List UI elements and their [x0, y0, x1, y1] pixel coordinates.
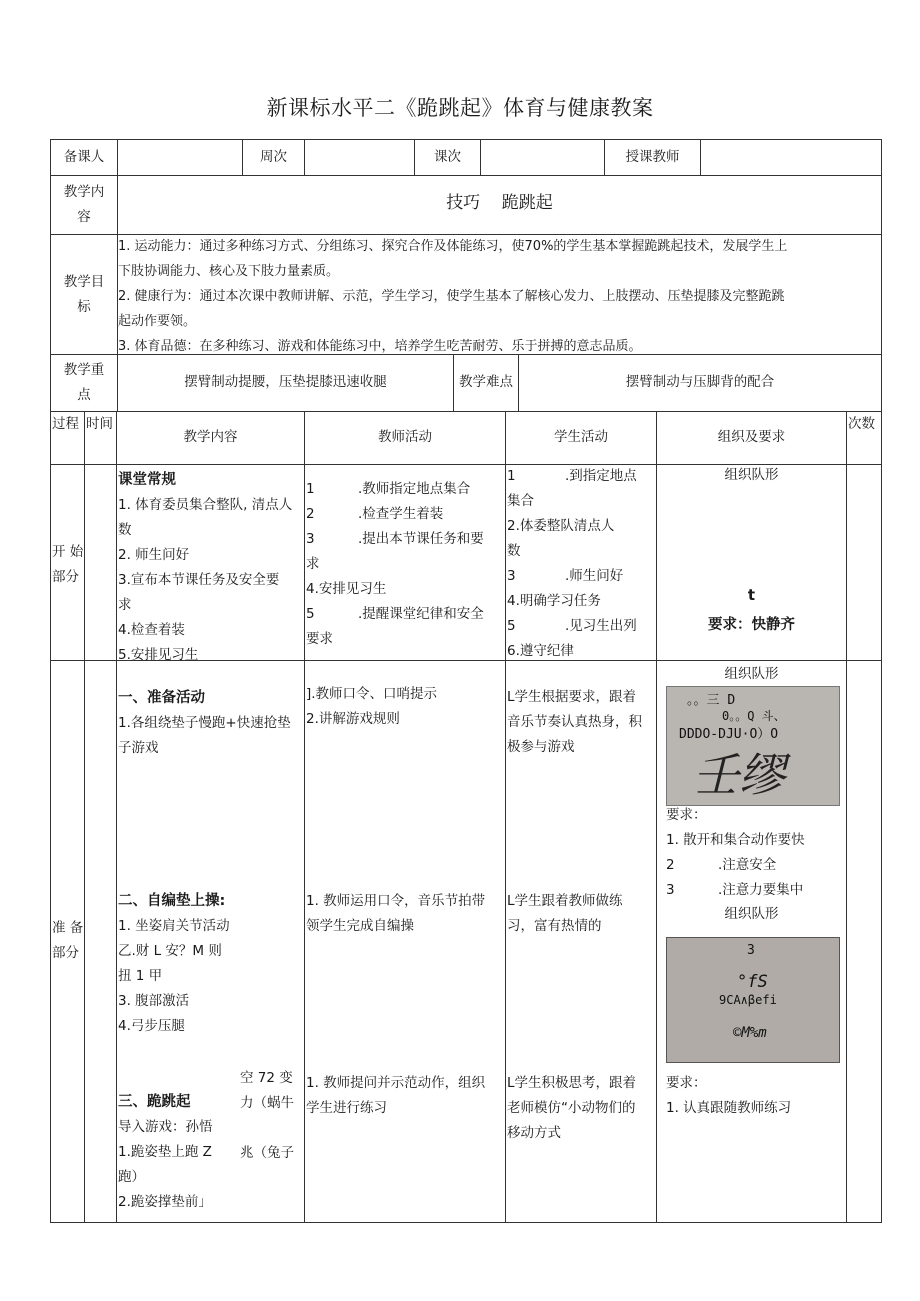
- lesson-label: 课次: [434, 149, 461, 165]
- week-label: 周次: [260, 149, 287, 165]
- document-title: 新课标水平二《跪跳起》体育与健康教案: [266, 96, 654, 120]
- warmup-heading: 一、准备活动: [118, 690, 205, 706]
- start-org-requirement: 要求：快静齐: [708, 617, 795, 633]
- goal-line: 1. 运动能力：通过多种练习方式、分组练习、探究合作及体能练习，使70%的学生基本掌握跪跳起技术，发展学生上: [118, 239, 788, 254]
- list-item: 3 .注意力要集中: [666, 882, 804, 898]
- col-content: 教学内容: [183, 429, 238, 445]
- list-item: 极参与游戏: [507, 739, 575, 755]
- list-item: 1.跪姿垫上跑 Z: [118, 1144, 212, 1160]
- formation-diagram-1: [666, 686, 840, 806]
- table-border: [304, 139, 305, 175]
- formation-text: ©M%m: [733, 1025, 767, 1041]
- formation-text: 。。三 D: [687, 693, 736, 708]
- list-item: 移动方式: [507, 1125, 561, 1141]
- table-border-top: [50, 139, 882, 140]
- list-item: 习，富有热情的: [507, 918, 602, 934]
- list-item: 5 .见习生出列: [507, 618, 637, 634]
- formation-text: DDDO-DJU·O）O: [679, 727, 779, 742]
- list-item: 1. 教师提问并示范动作，组织: [306, 1075, 486, 1091]
- prep-org-requirements-2: [666, 1071, 844, 1121]
- goal-line: 3. 体育品德：在多种练习、游戏和体能练习中，培养学生吃苦耐劳、乐于拼搏的意志品质。: [118, 339, 642, 354]
- list-item: 乙.财 L 安？M 则: [118, 943, 222, 959]
- prep-section-label: 准 备 部分: [52, 920, 84, 961]
- start-section-label: 开 始 部分: [52, 544, 84, 585]
- list-item: 学生进行练习: [306, 1100, 387, 1116]
- start-content: [118, 468, 303, 668]
- goal-line: 起动作要领。: [118, 314, 197, 329]
- formation-text: 9CA∧βefi: [719, 993, 777, 1007]
- list-item: 领学生完成自编操: [306, 918, 414, 934]
- list-item: L学生根据要求，跟着: [507, 689, 637, 705]
- list-item: 1 .教师指定地点集合: [306, 481, 471, 497]
- mat-exercise-heading: 二、自编垫上操:: [118, 893, 226, 909]
- table-border-bottom: [50, 1222, 882, 1223]
- formation-text: 0。。Q 斗、: [722, 709, 786, 723]
- start-org-mark: t: [747, 586, 756, 604]
- formation-glyph: 壬缪: [693, 748, 785, 802]
- kneel-jump-student: [507, 1071, 655, 1146]
- list-item: 4.明确学习任务: [507, 593, 601, 609]
- list-item: 求: [118, 597, 132, 613]
- list-item: 4.安排见习生: [306, 581, 387, 597]
- table-border: [656, 411, 657, 1222]
- table-border: [50, 411, 882, 412]
- list-item: 1. 坐姿肩关节活动: [118, 918, 230, 934]
- list-item: 3 .师生问好: [507, 568, 624, 584]
- table-border: [304, 411, 305, 1222]
- kneel-jump-side-text: 空 72 变 力（蜗牛 兆（兔子: [240, 1070, 294, 1161]
- table-border: [700, 139, 701, 175]
- prep-org-requirements: [666, 803, 844, 903]
- table-border: [846, 411, 847, 1222]
- formation-diagram-2: [666, 937, 840, 1063]
- goal-line: 2. 健康行为：通过本次课中教师讲解、示范，学生学习，使学生基本了解核心发力、上肢摆动、压垫提膝及完整跪跳: [118, 289, 785, 304]
- kneel-jump-teacher: [306, 1071, 504, 1121]
- table-border: [505, 411, 506, 1222]
- table-border: [117, 139, 118, 175]
- prep-org-heading-1: 组织队形: [724, 666, 779, 682]
- col-time: 时间: [86, 416, 113, 432]
- list-item: L学生跟着教师做练: [507, 893, 623, 909]
- formation-text: 3: [747, 943, 755, 958]
- list-item: 3 .提出本节课任务和要: [306, 531, 484, 547]
- warmup-student: [507, 685, 655, 760]
- list-item: 音乐节奏认真热身，积: [507, 714, 642, 730]
- kneel-jump-content: [118, 1090, 243, 1215]
- list-item: 1. 认真跟随教师练习: [666, 1100, 792, 1116]
- list-item: 1. 体育委员集合整队, 清点人: [118, 497, 293, 513]
- mat-exercise-student: [507, 889, 655, 939]
- list-item: L学生积极思考，跟着: [507, 1075, 637, 1091]
- list-item: 数: [507, 543, 521, 559]
- list-item: 求: [306, 556, 320, 572]
- goals-label: 教学目 标: [63, 274, 105, 315]
- list-item: 老师模仿“小动物们的: [507, 1100, 636, 1116]
- list-item: 集合: [507, 493, 534, 509]
- goals-text: [118, 234, 880, 359]
- col-teacher: 教师活动: [378, 429, 432, 445]
- list-item: 1 .到指定地点: [507, 468, 637, 484]
- content-value: 技巧 跪跳起: [446, 193, 553, 213]
- table-border: [116, 411, 117, 1222]
- list-item: 2.体委整队清点人: [507, 518, 615, 534]
- list-item: ].教师口令、口哨提示: [306, 686, 438, 702]
- list-item: 数: [118, 522, 132, 538]
- content-label: 教学内 容: [63, 184, 105, 225]
- list-item: 导入游戏：孙悟: [118, 1119, 213, 1135]
- list-item: 要求: [306, 631, 333, 647]
- list-item: 3.宣布本节课任务及安全要: [118, 572, 280, 588]
- kneel-jump-heading: 三、跪跳起: [118, 1094, 191, 1110]
- list-item: 扭 1 甲: [118, 968, 163, 984]
- list-item: 2. 师生问好: [118, 547, 190, 563]
- list-item: 1.各组绕垫子慢跑+快速抢垫: [118, 715, 291, 731]
- table-border: [480, 139, 481, 175]
- mat-exercise-teacher: [306, 889, 504, 939]
- list-item: 2.讲解游戏规则: [306, 711, 400, 727]
- list-item: 2 .注意安全: [666, 857, 777, 873]
- list-item: 6.遵守纪律: [507, 643, 574, 659]
- start-student: [507, 464, 655, 664]
- table-border: [50, 175, 882, 176]
- list-item: 4.检查着装: [118, 622, 185, 638]
- key-points-label: 教学重 点: [63, 362, 105, 403]
- list-item: 2.跪姿撑垫前」: [118, 1194, 212, 1210]
- difficulty-label: 教学难点: [459, 374, 513, 390]
- start-teacher: [306, 477, 504, 652]
- key-points-value: 摆臂制动提腰，压垫提膝迅速收腿: [184, 374, 387, 390]
- teacher-label: 授课教师: [625, 149, 680, 165]
- col-process: 过程: [52, 416, 79, 432]
- preparer-label: 备课人: [63, 149, 105, 165]
- list-item: 1. 教师运用口令，音乐节拍带: [306, 893, 486, 909]
- list-item: 跑）: [118, 1169, 145, 1185]
- col-student: 学生活动: [554, 429, 608, 445]
- warmup-teacher: [306, 682, 504, 732]
- prep-org-heading-2: 组织队形: [724, 906, 779, 922]
- mat-exercise-content: [118, 889, 303, 1039]
- list-item: 1. 散开和集合动作要快: [666, 832, 805, 848]
- list-item: 子游戏: [118, 740, 159, 756]
- list-item: 3. 腹部激活: [118, 993, 190, 1009]
- requirement-label: 要求：: [666, 1075, 707, 1091]
- difficulty-value: 摆臂制动与压脚背的配合: [625, 374, 775, 390]
- start-content-heading: 课堂常规: [118, 472, 176, 488]
- col-org: 组织及要求: [717, 429, 786, 445]
- table-border: [84, 411, 85, 1222]
- col-count: 次数: [848, 416, 875, 432]
- list-item: 4.弓步压腿: [118, 1018, 185, 1034]
- start-org-heading: 组织队形: [724, 467, 779, 483]
- warmup-content: [118, 686, 303, 761]
- formation-text: °fS: [737, 972, 768, 992]
- requirement-label: 要求：: [666, 807, 707, 823]
- table-border-right: [881, 139, 882, 1223]
- list-item: 2 .检查学生着装: [306, 506, 444, 522]
- goal-line: 下肢协调能力、核心及下肢力量素质。: [118, 264, 340, 279]
- list-item: 5 .提醒课堂纪律和安全: [306, 606, 484, 622]
- list-item: 5.安排见习生: [118, 647, 199, 663]
